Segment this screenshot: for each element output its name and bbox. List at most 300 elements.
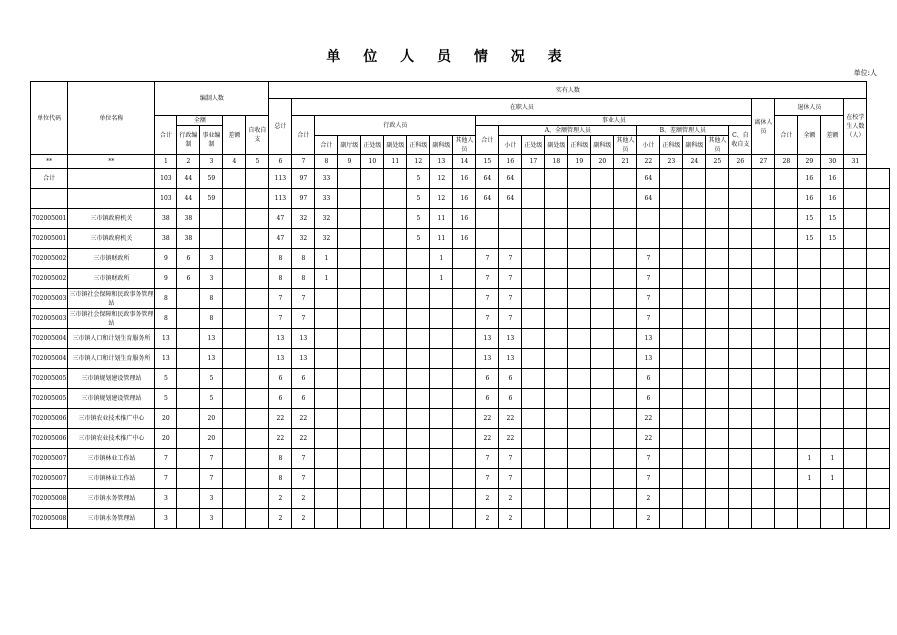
- value-cell: 3: [200, 509, 223, 529]
- value-cell: [844, 509, 867, 529]
- value-cell: 6: [499, 389, 522, 409]
- column-index-cell: 2: [177, 155, 200, 169]
- value-cell: [867, 269, 890, 289]
- value-cell: [545, 189, 568, 209]
- value-cell: 38: [155, 229, 177, 249]
- value-cell: [844, 229, 867, 249]
- value-cell: 16: [798, 189, 821, 209]
- value-cell: 7: [637, 449, 660, 469]
- value-cell: [844, 469, 867, 489]
- value-cell: [361, 329, 384, 349]
- header-admin-div-dep: 副处级: [384, 136, 407, 155]
- value-cell: 7: [637, 289, 660, 309]
- header-retired-full: 全额: [798, 116, 821, 155]
- value-cell: [844, 429, 867, 449]
- value-cell: [384, 449, 407, 469]
- value-cell: [177, 409, 200, 429]
- value-cell: [361, 509, 384, 529]
- personnel-table: [30, 81, 890, 529]
- header-inst-total: 合计: [476, 126, 499, 155]
- unit-code-cell: 702005001: [31, 229, 68, 249]
- value-cell: [614, 169, 637, 189]
- column-index-cell: 27: [752, 155, 775, 169]
- value-cell: 11: [430, 209, 453, 229]
- value-cell: [223, 509, 246, 529]
- value-cell: [706, 469, 729, 489]
- value-cell: 7: [292, 289, 315, 309]
- value-cell: [752, 329, 775, 349]
- value-cell: [683, 509, 706, 529]
- value-cell: [660, 509, 683, 529]
- unit-code-cell: 702005003: [31, 309, 68, 329]
- value-cell: [798, 509, 821, 529]
- value-cell: [683, 469, 706, 489]
- value-cell: [177, 349, 200, 369]
- value-cell: [384, 289, 407, 309]
- value-cell: [361, 409, 384, 429]
- value-cell: [430, 429, 453, 449]
- unit-name-cell: 三市镇社会保障和民政事务管理站: [69, 290, 154, 307]
- value-cell: [821, 249, 844, 269]
- value-cell: 64: [637, 169, 660, 189]
- value-cell: [223, 269, 246, 289]
- value-cell: [338, 269, 361, 289]
- header-inst-staff: 事业人员: [476, 116, 752, 126]
- value-cell: [522, 269, 545, 289]
- value-cell: 20: [155, 429, 177, 449]
- value-cell: 44: [177, 189, 200, 209]
- value-cell: [223, 409, 246, 429]
- value-cell: [706, 289, 729, 309]
- value-cell: 32: [292, 209, 315, 229]
- value-cell: [752, 509, 775, 529]
- value-cell: [844, 249, 867, 269]
- value-cell: [246, 369, 269, 389]
- header-leave: 离休人员: [752, 99, 775, 155]
- value-cell: 16: [798, 169, 821, 189]
- value-cell: [407, 429, 430, 449]
- value-cell: [706, 489, 729, 509]
- value-cell: 13: [269, 329, 292, 349]
- value-cell: [568, 269, 591, 289]
- header-code: 单位代码: [31, 82, 68, 155]
- value-cell: [315, 489, 338, 509]
- value-cell: 22: [292, 409, 315, 429]
- value-cell: [752, 169, 775, 189]
- value-cell: [660, 489, 683, 509]
- value-cell: 16: [453, 169, 476, 189]
- value-cell: [591, 489, 614, 509]
- value-cell: 44: [177, 169, 200, 189]
- value-cell: 20: [155, 409, 177, 429]
- value-cell: [752, 189, 775, 209]
- unit-code-cell: 702005003: [31, 289, 68, 309]
- value-cell: [246, 489, 269, 509]
- header-instB-subtotal: 小计: [637, 136, 660, 155]
- value-cell: 2: [269, 509, 292, 529]
- value-cell: 113: [269, 189, 292, 209]
- value-cell: [729, 409, 752, 429]
- value-cell: [821, 349, 844, 369]
- unit-code-cell: 702005004: [31, 329, 68, 349]
- value-cell: [568, 189, 591, 209]
- value-cell: 11: [430, 229, 453, 249]
- value-cell: 20: [200, 409, 223, 429]
- value-cell: 13: [292, 329, 315, 349]
- value-cell: [729, 229, 752, 249]
- value-cell: [591, 249, 614, 269]
- value-cell: [384, 329, 407, 349]
- value-cell: 7: [499, 309, 522, 329]
- value-cell: [568, 289, 591, 309]
- value-cell: [499, 209, 522, 229]
- value-cell: [752, 289, 775, 309]
- header-student: 在校学生人数（人）: [844, 99, 867, 155]
- value-cell: 103: [155, 169, 177, 189]
- value-cell: 1: [821, 449, 844, 469]
- value-cell: [706, 429, 729, 449]
- value-cell: [683, 449, 706, 469]
- unit-name-cell: 三市镇政府机关: [68, 209, 155, 229]
- value-cell: [361, 229, 384, 249]
- value-cell: [545, 409, 568, 429]
- unit-name-cell: 三市镇水务管理站: [68, 509, 155, 529]
- value-cell: [568, 429, 591, 449]
- value-cell: 6: [269, 389, 292, 409]
- value-cell: [545, 449, 568, 469]
- value-cell: [775, 329, 798, 349]
- value-cell: [660, 269, 683, 289]
- value-cell: [384, 389, 407, 409]
- unit-code-cell: 合计: [31, 169, 68, 189]
- value-cell: [591, 229, 614, 249]
- column-index-cell: 20: [591, 155, 614, 169]
- value-cell: [660, 389, 683, 409]
- value-cell: 7: [292, 449, 315, 469]
- value-cell: [683, 349, 706, 369]
- value-cell: [775, 269, 798, 289]
- value-cell: [361, 309, 384, 329]
- value-cell: 12: [430, 189, 453, 209]
- value-cell: [844, 329, 867, 349]
- value-cell: 7: [200, 449, 223, 469]
- value-cell: [614, 509, 637, 529]
- value-cell: [545, 469, 568, 489]
- value-cell: [338, 329, 361, 349]
- value-cell: [591, 409, 614, 429]
- value-cell: [798, 289, 821, 309]
- value-cell: [706, 169, 729, 189]
- value-cell: [453, 269, 476, 289]
- value-cell: [338, 289, 361, 309]
- value-cell: [223, 429, 246, 449]
- value-cell: [338, 189, 361, 209]
- header-est-total: 合计: [155, 116, 177, 155]
- value-cell: 22: [292, 429, 315, 449]
- column-index-cell: 10: [361, 155, 384, 169]
- unit-name-cell: 三市镇规划建设管理站: [68, 369, 155, 389]
- header-instA-subtotal: 小计: [499, 136, 522, 155]
- value-cell: [522, 429, 545, 449]
- value-cell: [430, 449, 453, 469]
- value-cell: [177, 449, 200, 469]
- value-cell: [821, 269, 844, 289]
- value-cell: [338, 349, 361, 369]
- value-cell: [660, 169, 683, 189]
- value-cell: [821, 429, 844, 449]
- value-cell: 2: [637, 489, 660, 509]
- value-cell: 113: [269, 169, 292, 189]
- table-row: [31, 249, 890, 269]
- value-cell: [177, 289, 200, 309]
- value-cell: [614, 289, 637, 309]
- value-cell: 13: [499, 329, 522, 349]
- value-cell: [706, 449, 729, 469]
- value-cell: [407, 349, 430, 369]
- value-cell: 1: [315, 269, 338, 289]
- value-cell: 59: [200, 189, 223, 209]
- value-cell: [729, 309, 752, 329]
- value-cell: [545, 269, 568, 289]
- value-cell: [568, 469, 591, 489]
- value-cell: [315, 369, 338, 389]
- value-cell: [729, 189, 752, 209]
- column-index-cell: 26: [729, 155, 752, 169]
- value-cell: 32: [315, 229, 338, 249]
- value-cell: [683, 229, 706, 249]
- value-cell: 7: [499, 449, 522, 469]
- value-cell: [430, 369, 453, 389]
- value-cell: [867, 209, 890, 229]
- value-cell: [453, 349, 476, 369]
- value-cell: 5: [155, 389, 177, 409]
- header-admin-sec-chief: 正科级: [407, 136, 430, 155]
- value-cell: [660, 309, 683, 329]
- value-cell: [844, 209, 867, 229]
- value-cell: [867, 509, 890, 529]
- value-cell: [591, 169, 614, 189]
- header-fullamount: 全额: [177, 116, 223, 126]
- value-cell: 6: [269, 369, 292, 389]
- value-cell: [246, 409, 269, 429]
- unit-code-cell: 702005004: [31, 349, 68, 369]
- value-cell: [591, 389, 614, 409]
- value-cell: [338, 309, 361, 329]
- value-cell: [844, 269, 867, 289]
- value-cell: [798, 409, 821, 429]
- value-cell: [775, 449, 798, 469]
- value-cell: 13: [200, 329, 223, 349]
- value-cell: [660, 289, 683, 309]
- header-instA-div-chief: 正处级: [522, 136, 545, 155]
- value-cell: [246, 209, 269, 229]
- value-cell: [844, 349, 867, 369]
- value-cell: [430, 469, 453, 489]
- value-cell: [683, 289, 706, 309]
- value-cell: 5: [407, 209, 430, 229]
- value-cell: [315, 409, 338, 429]
- header-inst-self: C、自收自支: [729, 126, 752, 155]
- value-cell: [568, 329, 591, 349]
- unit-name-cell: [68, 169, 155, 189]
- value-cell: 97: [292, 189, 315, 209]
- value-cell: 13: [637, 349, 660, 369]
- value-cell: [867, 229, 890, 249]
- value-cell: [338, 389, 361, 409]
- value-cell: 3: [155, 509, 177, 529]
- value-cell: [361, 349, 384, 369]
- value-cell: [453, 429, 476, 449]
- unit-name-cell: [68, 189, 155, 209]
- value-cell: [499, 229, 522, 249]
- value-cell: [223, 209, 246, 229]
- value-cell: [729, 429, 752, 449]
- column-index-cell: 29: [798, 155, 821, 169]
- value-cell: [177, 489, 200, 509]
- value-cell: 8: [200, 289, 223, 309]
- value-cell: [775, 349, 798, 369]
- value-cell: [775, 249, 798, 269]
- value-cell: [361, 209, 384, 229]
- value-cell: [798, 429, 821, 449]
- column-index-cell: 24: [683, 155, 706, 169]
- value-cell: 12: [430, 169, 453, 189]
- value-cell: 2: [269, 489, 292, 509]
- value-cell: [177, 429, 200, 449]
- value-cell: [384, 489, 407, 509]
- value-cell: [752, 389, 775, 409]
- table-row: [31, 209, 890, 229]
- value-cell: 64: [476, 169, 499, 189]
- value-cell: 5: [407, 169, 430, 189]
- value-cell: 13: [476, 329, 499, 349]
- value-cell: 5: [155, 369, 177, 389]
- value-cell: 103: [155, 189, 177, 209]
- value-cell: [591, 469, 614, 489]
- value-cell: 13: [200, 349, 223, 369]
- column-index-cell: 28: [775, 155, 798, 169]
- value-cell: [683, 489, 706, 509]
- header-admin-sec-dep: 副科级: [430, 136, 453, 155]
- unit-code-cell: 702005002: [31, 269, 68, 289]
- value-cell: [706, 409, 729, 429]
- value-cell: [752, 249, 775, 269]
- value-cell: [729, 389, 752, 409]
- column-index-cell: 5: [246, 155, 269, 169]
- column-index-cell: 3: [200, 155, 223, 169]
- value-cell: 59: [200, 169, 223, 189]
- value-cell: [361, 169, 384, 189]
- column-index-cell: **: [68, 155, 155, 169]
- value-cell: 7: [200, 469, 223, 489]
- value-cell: [867, 349, 890, 369]
- value-cell: 15: [821, 229, 844, 249]
- column-index-cell: 12: [407, 155, 430, 169]
- header-admin-div-chief: 正处级: [361, 136, 384, 155]
- value-cell: [200, 229, 223, 249]
- value-cell: [223, 329, 246, 349]
- value-cell: 5: [407, 189, 430, 209]
- value-cell: [660, 209, 683, 229]
- value-cell: [430, 409, 453, 429]
- value-cell: 6: [292, 369, 315, 389]
- value-cell: [614, 389, 637, 409]
- value-cell: [844, 289, 867, 309]
- value-cell: [568, 449, 591, 469]
- value-cell: [315, 509, 338, 529]
- value-cell: [522, 509, 545, 529]
- value-cell: 8: [269, 469, 292, 489]
- value-cell: [338, 249, 361, 269]
- value-cell: [591, 309, 614, 329]
- value-cell: 22: [499, 429, 522, 449]
- value-cell: [867, 429, 890, 449]
- value-cell: [223, 469, 246, 489]
- value-cell: [775, 229, 798, 249]
- value-cell: [338, 469, 361, 489]
- unit-name-cell: 三市镇水务管理站: [68, 489, 155, 509]
- unit-code-cell: 702005008: [31, 489, 68, 509]
- value-cell: 8: [292, 269, 315, 289]
- value-cell: 64: [476, 189, 499, 209]
- value-cell: [384, 369, 407, 389]
- value-cell: 8: [155, 309, 177, 329]
- value-cell: 6: [476, 369, 499, 389]
- value-cell: [315, 329, 338, 349]
- value-cell: [338, 369, 361, 389]
- value-cell: [775, 369, 798, 389]
- column-index-cell: 4: [223, 155, 246, 169]
- value-cell: [407, 389, 430, 409]
- value-cell: [315, 309, 338, 329]
- unit-name-cell: 三市镇政府机关: [68, 229, 155, 249]
- value-cell: [246, 269, 269, 289]
- value-cell: [545, 509, 568, 529]
- value-cell: [361, 389, 384, 409]
- value-cell: 5: [200, 369, 223, 389]
- value-cell: [752, 469, 775, 489]
- value-cell: [361, 429, 384, 449]
- value-cell: [752, 429, 775, 449]
- value-cell: [246, 449, 269, 469]
- value-cell: [315, 429, 338, 449]
- value-cell: 7: [476, 309, 499, 329]
- value-cell: [453, 449, 476, 469]
- value-cell: [683, 169, 706, 189]
- value-cell: 13: [476, 349, 499, 369]
- value-cell: 16: [821, 189, 844, 209]
- header-admin-staff: 行政人员: [315, 116, 476, 136]
- value-cell: [223, 489, 246, 509]
- table-row: [31, 189, 890, 209]
- value-cell: [752, 349, 775, 369]
- value-cell: [867, 389, 890, 409]
- value-cell: 6: [292, 389, 315, 409]
- value-cell: [177, 509, 200, 529]
- value-cell: 32: [292, 229, 315, 249]
- value-cell: [338, 489, 361, 509]
- value-cell: [752, 409, 775, 429]
- value-cell: 13: [269, 349, 292, 369]
- value-cell: [522, 329, 545, 349]
- column-index-cell: 25: [706, 155, 729, 169]
- header-name: 单位名称: [68, 82, 155, 155]
- column-index-cell: 30: [821, 155, 844, 169]
- value-cell: [453, 369, 476, 389]
- value-cell: 7: [292, 309, 315, 329]
- value-cell: [522, 309, 545, 329]
- value-cell: [223, 189, 246, 209]
